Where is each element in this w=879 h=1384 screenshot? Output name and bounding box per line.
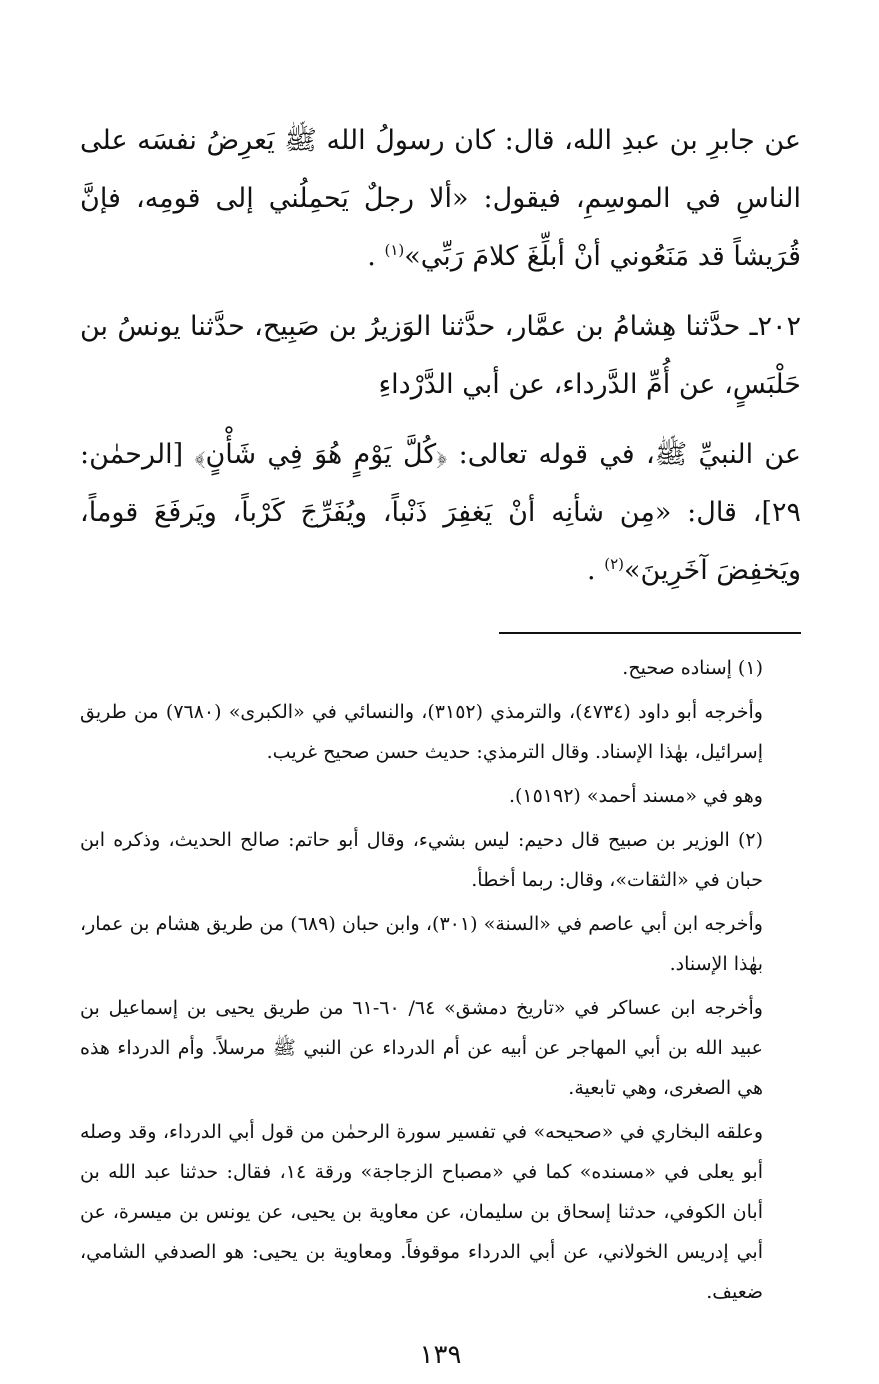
footnote-2-narrator: (٢) الوزير بن صبيح قال دحيم: ليس بشيء، وقال أبو حاتم: صالح الحديث، وذكره ابن حبان في «الثقات»، وقال: ربما أخطأ.	[80, 829, 763, 891]
page-number: ١٣٩	[419, 1340, 462, 1370]
main-text	[80, 112, 801, 600]
footnote-2-ibn-asakir: وأخرجه ابن عساكر في «تاريخ دمشق» ٦٤/ ٦٠-٦١ من طريق يحيى بن إسماعيل بن عبيد الله بن أبي المهاجر عن أبيه عن أم الدرداء عن النبي ﷺ مرسلاً. وأم الدرداء هذه هي الصغرى، وهي تابعية.	[80, 997, 763, 1099]
footnotes	[80, 648, 801, 1312]
footnote-1-grading: (١) إسناده صحيح.	[622, 657, 763, 679]
footnote-2-sources: وأخرجه ابن أبي عاصم في «السنة» (٣٠١)، وابن حبان (٦٨٩) من طريق هشام بن عمار، بهٰذا الإسناد.	[80, 913, 763, 975]
footnote-2-bukhari: وعلقه البخاري في «صحيحه» في تفسير سورة الرحمٰن من قول أبي الدرداء، وقد وصله أبو يعلى في «مسنده» كما في «مصباح الزجاجة» ورقة ١٤، فقال: حدثنا عبد الله بن أبان الكوفي، حدثنا إسحاق بن سليمان، عن معاوية بن يحيى، عن يونس بن ميسرة، عن أبي إدريس الخولاني، عن أبي الدرداء موقوفاً. ومعاوية بن يحيى: هو الصدفي الشامي، ضعيف.	[80, 1121, 763, 1303]
hadith-text-2: عن النبيِّ ﷺ، في قوله تعالى: ﴿كُلَّ يَوْمٍ هُوَ فِي شَأْنٍ﴾ [الرحمٰن: ٢٩]، قال: «مِن شأنِه أنْ يَغفِرَ ذَنْباً، ويُفَرِّجَ كَرْباً، ويَرفَعَ قوماً، ويَخفِضَ آخَرِينَ»	[80, 439, 801, 586]
hadith-paragraph-1	[80, 112, 801, 286]
hadith-text-1: عن جابرِ بن عبدِ الله، قال: كان رسولُ الله ﷺ يَعرِضُ نفسَه على الناسِ في الموسِمِ، فيقول: «ألا رجلٌ يَحمِلُني إلى قومِه، فإنَّ قُرَيشاً قد مَنَعُوني أنْ أبلِّغَ كلامَ رَبِّي»	[80, 125, 801, 272]
isnad-paragraph-202: ٢٠٢ـ حدَّثنا هِشامُ بن عمَّار، حدَّثنا الوَزيرُ بن صَبِيح، حدَّثنا يونسُ بن حَلْبَسٍ، عن أُمِّ الدَّرداء، عن أبي الدَّرْداءِ	[80, 311, 801, 400]
hadith-end-1: .	[367, 241, 376, 272]
hadith-end-2: .	[587, 555, 596, 586]
footnote-ref-2: (٢)	[604, 555, 625, 573]
hadith-paragraph-2	[80, 426, 801, 600]
footnote-ref-1: (١)	[384, 241, 405, 259]
footnote-1-musnad: وهو في «مسند أحمد» (١٥١٩٢).	[508, 785, 763, 807]
footnote-1-sources: وأخرجه أبو داود (٤٧٣٤)، والترمذي (٣١٥٢)، والنسائي في «الكبرى» (٧٦٨٠) من طريق إسرائيل، بهٰذا الإسناد. وقال الترمذي: حديث حسن صحيح غريب.	[80, 701, 763, 763]
footnote-separator	[499, 632, 801, 634]
